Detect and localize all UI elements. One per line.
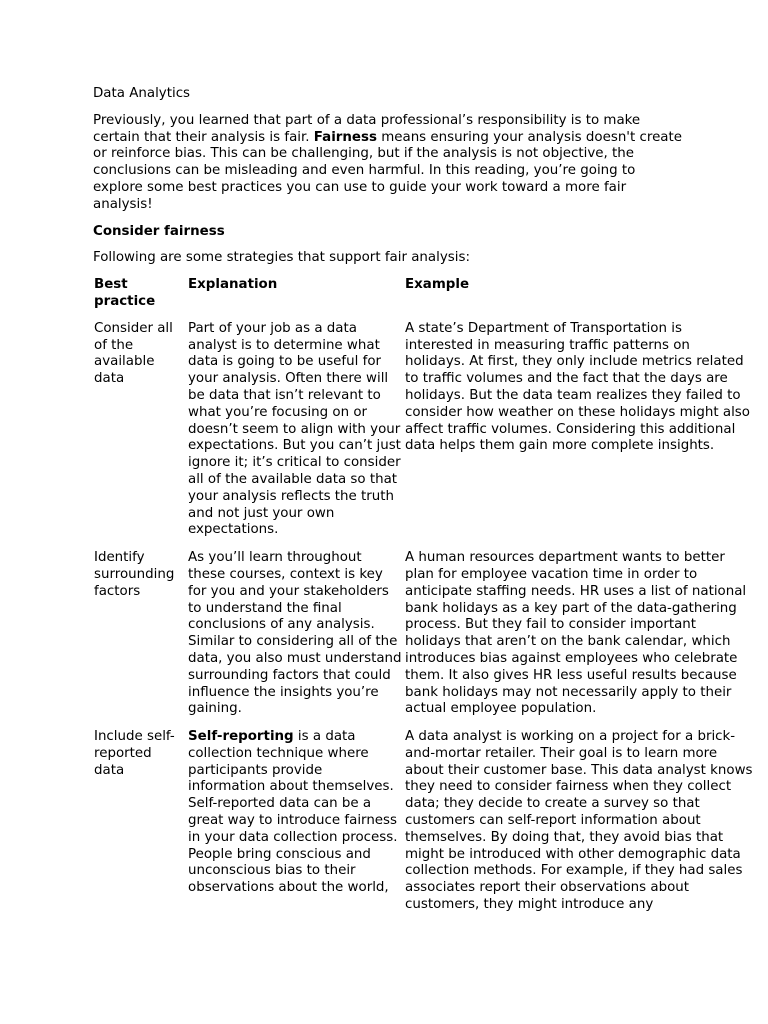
cell-explanation [187,321,404,550]
cell-example: A state’s Department of Transportation is interested in measuring traffic patterns on holidays. At first, they only include metrics related to traffic volumes and the fact that the days are holidays. But the data team realizes they failed to consider how weather on these holidays might also affect traffic volumes. Considering this additional data helps them gain more complete insights. [405,320,750,454]
intro-term-fairness: Fairness [313,129,377,145]
explanation-text: Part of your job as a data analyst is to determine what data is going to be useful for your analysis. Often there will be data that isn’t relevant to what you’re focusing on or doesn’t seem to align with your expectations. But you can’t just ignore it; it’s critical to consider all of the available data so that your analysis reflects the truth and not just your own expectations. [188,320,401,538]
explanation-text: As you’ll learn throughout these courses, context is key for you and your stakeholders to understand the final conclusions of any analysis. Similar to considering all of the data, you also must understand surrounding factors that could influence the insights you’re gaining. [188,550,402,717]
best-practices-table [93,277,755,925]
cell-practice: Include self-reported data [94,729,175,778]
cell-explanation [187,550,404,729]
table-row [93,321,755,550]
table-row [93,550,755,729]
lead-paragraph: Following are some strategies that support fair analysis: [93,250,470,266]
header-best-practice: Best practice [94,277,156,309]
table-header-row [93,277,755,321]
intro-paragraph [93,113,683,214]
document-page [93,86,755,925]
cell-example: A data analyst is working on a project for a brick-and-mortar retailer. Their goal is to learn more about their customer base. This data analyst knows they need to consider fairness when they collect data; they decide to create a survey so that customers can self-report information about themselves. By doing that, they avoid bias that might be introduced with other demographic data collection methods. For example, if they had sales associates report their observations about customers, they might introduce any [405,729,753,913]
section-heading: Consider fairness [93,223,225,239]
table-row [93,729,755,925]
intro-text-after: means ensuring your analysis doesn't create or reinforce bias. This can be challenging, but if the analysis is not objective, the conclusions can be misleading and even harmful. In this reading, you’re going to explore some best practices you can use to guide your work toward a more fair analysis! [93,129,683,212]
header-explanation: Explanation [188,277,278,293]
cell-example: A human resources department wants to better plan for employee vacation time in order to anticipate staffing needs. HR uses a list of national bank holidays as a key part of the data-gathering process. But they fail to consider important holidays that aren’t on the bank calendar, which introduces bias against employees who celebrate them. It also gives HR less useful results because bank holidays may not necessarily apply to their actual employee population. [405,550,747,717]
cell-practice: Consider all of the available data [94,320,173,387]
intro-text-before: Previously, you learned that part of a data professional’s responsibility is to make certain that their analysis is fair. [93,112,641,145]
explanation-text: is a data collection technique where participants provide information about themselves. Self-reported data can be a great way to introduce fairness in your data collection process. People bring conscious and unconscious bias to their observations about the world, [188,729,398,896]
document-title: Data Analytics [93,86,191,101]
cell-practice: Identify surrounding factors [94,550,175,599]
cell-explanation [187,729,404,925]
header-example: Example [405,277,470,293]
explanation-term: Self-reporting [188,729,294,745]
